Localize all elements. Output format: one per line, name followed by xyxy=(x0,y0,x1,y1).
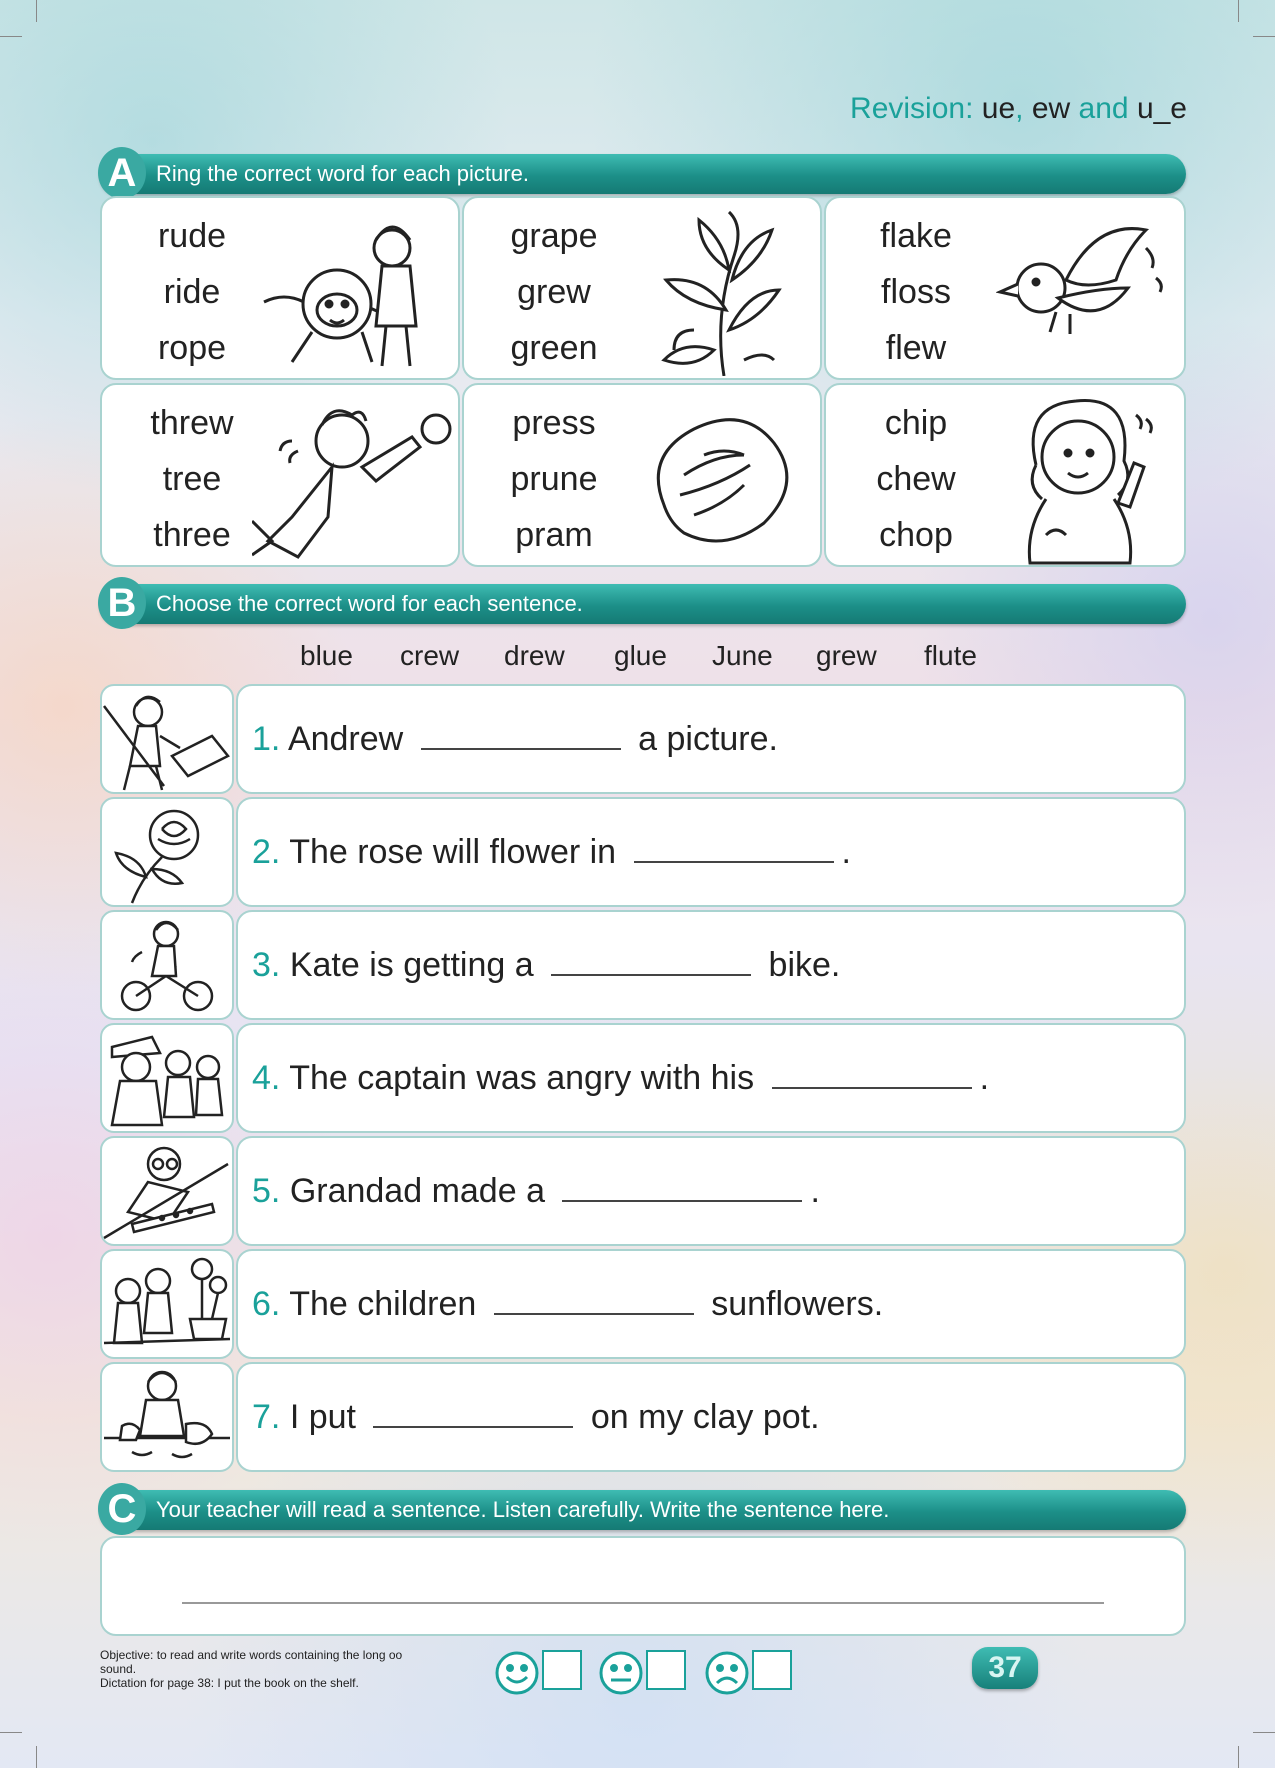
word-option[interactable]: chew xyxy=(876,460,956,498)
section-c-instruction: Your teacher will read a sentence. Listen carefully. Write the sentence here. xyxy=(156,1497,890,1522)
sad-face-icon xyxy=(704,1650,750,1696)
word-option[interactable]: flew xyxy=(885,329,947,367)
and-label: and xyxy=(1078,92,1129,125)
word-options xyxy=(464,208,644,376)
sentence-6-picture xyxy=(100,1249,234,1359)
word-bank xyxy=(300,640,1000,680)
word-option[interactable]: chop xyxy=(879,516,953,554)
crop-mark xyxy=(1253,1732,1275,1733)
captain-and-crew-picture xyxy=(102,1025,232,1131)
neutral-face-icon xyxy=(598,1650,644,1696)
sentence-number: 3. xyxy=(252,946,281,984)
section-a-letter: A xyxy=(98,147,146,199)
word-card-1 xyxy=(100,196,460,380)
sentence-text: bike. xyxy=(768,946,841,984)
word-bank-item: blue xyxy=(300,640,353,671)
word-option[interactable]: rude xyxy=(157,217,227,255)
crop-mark xyxy=(0,1732,22,1733)
word-card-6 xyxy=(824,383,1186,567)
sentence-2-picture xyxy=(100,797,234,907)
sentence-number: 5. xyxy=(252,1172,281,1210)
word-option[interactable]: chip xyxy=(884,404,948,442)
word-bank-item: grew xyxy=(816,640,877,671)
sentence-5 xyxy=(236,1136,1186,1246)
word-option[interactable]: flake xyxy=(880,217,952,255)
girl-chewing-picture xyxy=(1006,395,1166,565)
dictation-text: Dictation for page 38: I put the book on the shelf. xyxy=(100,1676,359,1690)
sentence-text: Andrew xyxy=(287,720,404,758)
word-bank-item: June xyxy=(712,640,773,671)
rose-picture xyxy=(102,799,232,905)
answer-blank[interactable] xyxy=(772,1059,972,1089)
sentence-1-picture xyxy=(100,684,234,794)
dictation-box xyxy=(100,1536,1186,1636)
sound-ue: ue xyxy=(981,92,1016,125)
plant-picture xyxy=(634,210,814,376)
section-b-letter: B xyxy=(98,577,146,629)
word-bank-item: flute xyxy=(924,640,977,671)
word-bank-item: glue xyxy=(614,640,667,671)
section-a-instruction: Ring the correct word for each picture. xyxy=(156,161,529,186)
happy-tick-box[interactable] xyxy=(542,1650,582,1690)
sentence-text: The captain was angry with his xyxy=(289,1059,755,1097)
answer-blank[interactable] xyxy=(494,1285,694,1315)
sentence-7-picture xyxy=(100,1362,234,1472)
sentence-number: 1. xyxy=(252,720,281,758)
sentence-2 xyxy=(236,797,1186,907)
sentence-3 xyxy=(236,910,1186,1020)
word-options xyxy=(464,395,644,563)
section-c-header xyxy=(100,1487,1186,1531)
sentence-number: 6. xyxy=(252,1285,281,1323)
sentence-text: . xyxy=(979,1059,990,1097)
bird-picture xyxy=(996,218,1176,368)
sentence-text: on my clay pot. xyxy=(590,1398,820,1436)
sentence-4-picture xyxy=(100,1023,234,1133)
sentence-3-picture xyxy=(100,910,234,1020)
sound-ew: ew xyxy=(1031,92,1071,125)
sentence-number: 2. xyxy=(252,833,281,871)
word-options xyxy=(826,208,1006,376)
section-a-header xyxy=(100,151,1186,195)
sentence-4 xyxy=(236,1023,1186,1133)
sentence-text: Grandad made a xyxy=(289,1172,545,1210)
sentence-text: The children xyxy=(289,1285,477,1323)
girl-on-bike-picture xyxy=(102,912,232,1018)
section-b-header xyxy=(100,581,1186,625)
sentence-text: sunflowers. xyxy=(711,1285,884,1323)
crop-mark xyxy=(36,0,37,22)
sad-tick-box[interactable] xyxy=(752,1650,792,1690)
monkey-and-girl-picture xyxy=(252,212,452,372)
word-option[interactable]: pram xyxy=(515,516,593,554)
word-card-5 xyxy=(462,383,822,567)
word-option[interactable]: prune xyxy=(510,460,598,498)
word-option[interactable]: ride xyxy=(163,273,221,311)
dictation-writing-line[interactable] xyxy=(182,1602,1104,1604)
word-option[interactable]: green xyxy=(510,329,598,367)
word-option[interactable]: grew xyxy=(517,273,591,311)
page-number: 37 xyxy=(972,1647,1038,1689)
revision-label: Revision: xyxy=(850,92,974,125)
word-card-4 xyxy=(100,383,460,567)
comma: , xyxy=(1015,92,1024,125)
sentence-1 xyxy=(236,684,1186,794)
sentence-text: Kate is getting a xyxy=(289,946,534,984)
word-option[interactable]: rope xyxy=(157,329,227,367)
word-option[interactable]: three xyxy=(153,516,231,554)
page-title xyxy=(850,92,1187,126)
happy-face-icon xyxy=(494,1650,540,1696)
word-card-2 xyxy=(462,196,822,380)
sentence-5-picture xyxy=(100,1136,234,1246)
sentence-7 xyxy=(236,1362,1186,1472)
answer-blank[interactable] xyxy=(551,946,751,976)
crop-mark xyxy=(36,1746,37,1768)
child-clay-pot-picture xyxy=(102,1364,232,1470)
sound-u-e: u_e xyxy=(1136,92,1187,125)
neutral-tick-box[interactable] xyxy=(646,1650,686,1690)
sentence-number: 7. xyxy=(252,1398,281,1436)
sentence-text: a picture. xyxy=(638,720,778,758)
answer-blank[interactable] xyxy=(634,833,834,863)
answer-blank[interactable] xyxy=(421,720,621,750)
children-sunflowers-picture xyxy=(102,1251,232,1357)
footer-notes xyxy=(100,1648,430,1690)
grandad-flute-picture xyxy=(102,1138,232,1244)
word-card-3 xyxy=(824,196,1186,380)
sentence-number: 4. xyxy=(252,1059,281,1097)
answer-blank[interactable] xyxy=(562,1172,802,1202)
section-b-instruction: Choose the correct word for each sentence. xyxy=(156,591,583,616)
crop-mark xyxy=(1238,0,1239,22)
word-option[interactable]: tree xyxy=(162,460,222,498)
sentence-text: I put xyxy=(289,1398,356,1436)
answer-blank[interactable] xyxy=(373,1398,573,1428)
sentence-text: . xyxy=(810,1172,820,1210)
word-bank-item: crew xyxy=(400,640,460,671)
word-option[interactable]: press xyxy=(512,404,596,442)
word-option[interactable]: grape xyxy=(510,217,598,255)
objective-text: Objective: to read and write words containing the long oo sound. xyxy=(100,1648,403,1676)
word-option[interactable]: threw xyxy=(150,404,234,442)
crop-mark xyxy=(1238,1746,1239,1768)
word-bank-item: drew xyxy=(504,640,565,671)
sentence-text: . xyxy=(841,833,851,871)
prune-picture xyxy=(644,415,794,545)
section-c-letter: C xyxy=(98,1483,146,1535)
sentence-6 xyxy=(236,1249,1186,1359)
word-options xyxy=(826,395,1006,563)
boy-throwing-ball-picture xyxy=(252,401,462,561)
sentence-text: The rose will flower in xyxy=(289,833,617,871)
crop-mark xyxy=(1253,36,1275,37)
word-option[interactable]: floss xyxy=(881,273,951,311)
boy-drawing-picture xyxy=(102,686,232,792)
crop-mark xyxy=(0,36,22,37)
